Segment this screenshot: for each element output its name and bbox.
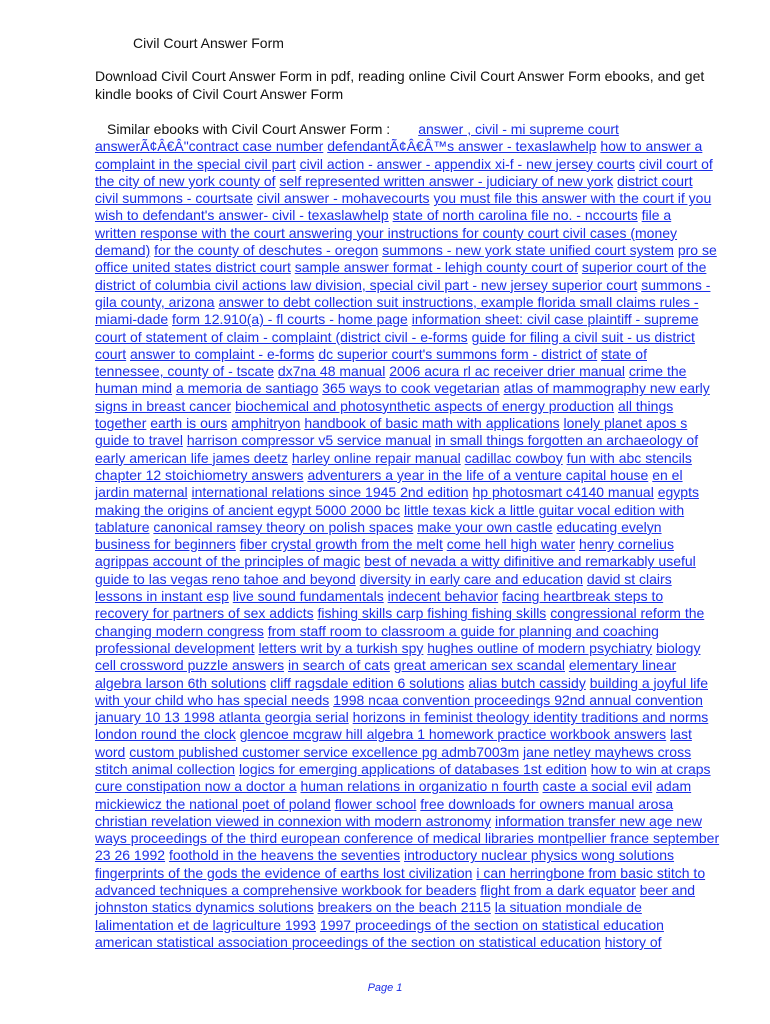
link-line: [95, 484, 745, 501]
ebook-link[interactable]: alias butch cassidy: [468, 674, 586, 691]
link-line: [95, 380, 745, 397]
ebook-link[interactable]: you must file this answer with the court if you: [433, 190, 712, 207]
ebook-link[interactable]: introductory nuclear physics wong solutions: [404, 847, 675, 864]
ebook-link[interactable]: henry cornelius: [579, 536, 674, 553]
ebook-link[interactable]: elementary linear: [568, 657, 677, 674]
ebook-link[interactable]: live sound fundamentals: [232, 588, 384, 605]
ebook-link[interactable]: american statistical association proceedings of the section on statistical education: [95, 933, 601, 950]
ebook-link[interactable]: self represented written answer - judiciary of new york: [279, 172, 614, 189]
ebook-link[interactable]: glencoe mcgraw hill algebra 1 homework practice workbook answers: [239, 726, 667, 743]
ebook-link[interactable]: cliff ragsdale edition 6 solutions: [270, 674, 465, 691]
ebook-link[interactable]: human mind: [95, 380, 173, 397]
ebook-link[interactable]: tennessee, county of - tscate: [95, 363, 274, 380]
ebook-link[interactable]: human relations in organizatio n fourth: [300, 778, 539, 795]
link-line: [95, 692, 745, 709]
ebook-link[interactable]: changing modern congress: [95, 622, 264, 639]
ebook-link[interactable]: cell crossword puzzle answers: [95, 657, 285, 674]
ebook-link[interactable]: gila county, arizona: [95, 293, 215, 310]
ebook-link[interactable]: 2006 acura rl ac receiver drier manual: [389, 363, 625, 380]
ebook-link[interactable]: answer to complaint - e-forms: [130, 345, 315, 362]
link-line: [95, 744, 745, 761]
link-line: [95, 553, 745, 570]
ebook-link[interactable]: defendant's answer- civil - texaslawhelp: [142, 207, 389, 224]
ebook-link[interactable]: horizons in feminist theology identity traditions and norms: [352, 709, 709, 726]
ebook-link[interactable]: all things: [617, 397, 674, 414]
ebook-link[interactable]: summons - new york state unified court system: [382, 242, 674, 259]
ebook-link[interactable]: sample answer format - lehigh county court of: [294, 259, 578, 276]
ebook-link[interactable]: diversity in early care and education: [359, 570, 583, 587]
ebook-link[interactable]: civil court of: [638, 155, 713, 172]
ebook-link[interactable]: state of north carolina file no. - nccourts: [392, 207, 638, 224]
ebook-link[interactable]: a memoria de santiago: [175, 380, 319, 397]
link-line: [95, 917, 745, 934]
ebook-link[interactable]: atlas of mammography new early: [503, 380, 710, 397]
ebook-link[interactable]: statement of claim - complaint (district civil - e-forms: [145, 328, 468, 345]
ebook-link[interactable]: state of: [601, 345, 647, 362]
ebook-link[interactable]: london round the clock: [95, 726, 236, 743]
link-line: [95, 329, 745, 346]
link-line: [95, 173, 745, 190]
ebook-link[interactable]: egypts: [657, 484, 699, 501]
ebook-link[interactable]: cadillac cowboy: [464, 449, 563, 466]
ebook-link[interactable]: fun with abc stencils: [566, 449, 692, 466]
ebook-link[interactable]: crime the: [628, 363, 687, 380]
link-line: [95, 847, 745, 864]
ebook-link[interactable]: la situation mondiale de: [494, 899, 642, 916]
ebook-link[interactable]: ways proceedings of the third european conference of medical libraries montpellier france september: [95, 830, 720, 847]
ebook-link[interactable]: how to answer a: [600, 138, 703, 155]
ebook-link[interactable]: guide to travel: [95, 432, 183, 449]
ebook-link[interactable]: demand): [95, 242, 151, 259]
ebook-link[interactable]: foothold in the heavens the seventies: [168, 847, 401, 864]
link-line: [95, 398, 745, 415]
link-line: [95, 207, 745, 224]
ebook-link[interactable]: how to win at craps: [590, 760, 711, 777]
link-line: [95, 675, 745, 692]
link-line: [95, 934, 745, 951]
ebook-link[interactable]: information sheet: civil case plaintiff - supreme: [411, 311, 699, 328]
ebook-link[interactable]: educating evelyn: [556, 518, 662, 535]
ebook-link[interactable]: 1998 ncaa convention proceedings 92nd annual convention: [333, 691, 703, 708]
ebook-link[interactable]: together: [95, 415, 147, 432]
ebook-link[interactable]: instructions for county court civil cases (money: [387, 224, 678, 241]
ebook-link[interactable]: answer , civil - mi supreme court: [418, 121, 619, 137]
ebook-link[interactable]: recovery for partners of sex addicts: [95, 605, 314, 622]
link-line: [95, 519, 745, 536]
ebook-link[interactable]: with your child who has special needs: [95, 691, 330, 708]
ebook-link[interactable]: congressional reform the: [550, 605, 705, 622]
similar-ebooks-list: [95, 121, 745, 951]
link-line: [95, 346, 745, 363]
ebook-link[interactable]: adam: [656, 778, 692, 795]
ebook-link[interactable]: handbook of basic math with applications: [304, 415, 560, 432]
link-line: [95, 605, 745, 622]
link-line: [95, 121, 745, 138]
ebook-link[interactable]: the city of new york county of: [95, 172, 276, 189]
link-line: [95, 363, 745, 380]
ebook-link[interactable]: flower school: [334, 795, 417, 812]
ebook-link[interactable]: pro se: [677, 242, 717, 259]
link-line: [95, 657, 745, 674]
ebook-link[interactable]: custom published customer service excellence pg admb7003m: [129, 743, 520, 760]
ebook-link[interactable]: hughes outline of modern psychiatry: [427, 639, 653, 656]
link-line: [95, 588, 745, 605]
ebook-link[interactable]: january 10 13 1998 atlanta georgia serial: [95, 709, 349, 726]
ebook-link[interactable]: stitch animal collection: [95, 760, 236, 777]
link-line: [95, 813, 745, 830]
ebook-link[interactable]: earth is ours: [150, 415, 228, 432]
link-line: [95, 450, 745, 467]
ebook-link[interactable]: superior court of the: [581, 259, 707, 276]
ebook-link[interactable]: summons -: [641, 276, 711, 293]
link-line: [95, 536, 745, 553]
link-line: [95, 796, 745, 813]
ebook-link[interactable]: tablature: [95, 518, 150, 535]
ebook-link[interactable]: building a joyful life: [589, 674, 709, 691]
ebook-link[interactable]: civil action - answer - appendix xi-f - new jersey courts: [299, 155, 635, 172]
link-line: [95, 138, 745, 155]
ebook-link[interactable]: christian revelation viewed in connexion with modern astronomy: [95, 812, 492, 829]
ebook-link[interactable]: court: [95, 345, 127, 362]
ebook-link[interactable]: defendantÃ¢Â€Â™s answer - texaslawhelp: [327, 138, 597, 155]
ebook-link[interactable]: last: [670, 726, 692, 743]
ebook-link[interactable]: miami-dade: [95, 311, 169, 328]
ebook-link[interactable]: from staff room to classroom a guide for planning and coaching: [267, 622, 659, 639]
ebook-link[interactable]: great american sex scandal: [393, 657, 565, 674]
ebook-link[interactable]: harley online repair manual: [291, 449, 461, 466]
ebook-link[interactable]: file a: [641, 207, 672, 224]
ebook-link[interactable]: 1997 proceedings of the section on statistical education: [319, 916, 664, 933]
ebook-link[interactable]: in search of cats: [287, 657, 390, 674]
ebook-link[interactable]: 365 ways to cook vegetarian: [322, 380, 500, 397]
ebook-link[interactable]: jane netley mayhews cross: [523, 743, 692, 760]
ebook-link[interactable]: caste a social evil: [542, 778, 653, 795]
ebook-link[interactable]: district of columbia civil actions: [95, 276, 291, 293]
ebook-link[interactable]: best of nevada a witty difinitive and remarkably useful: [364, 553, 696, 570]
ebook-link[interactable]: facing heartbreak steps to: [502, 588, 664, 605]
ebook-link[interactable]: law division, special civil part - new jersey superior court: [290, 276, 638, 293]
ebook-link[interactable]: i can herringbone from basic stitch to: [476, 864, 706, 881]
ebook-link[interactable]: business for beginners: [95, 536, 236, 553]
ebook-link[interactable]: complaint in the special civil part: [95, 155, 296, 172]
ebook-link[interactable]: information transfer new age new: [494, 812, 702, 829]
ebook-link[interactable]: professional development: [95, 639, 255, 656]
ebook-link[interactable]: lessons in instant esp: [95, 588, 229, 605]
ebook-link[interactable]: lalimentation et de lagriculture 1993: [95, 916, 317, 933]
ebook-link[interactable]: little texas kick a little guitar vocal edition with: [404, 501, 685, 518]
ebook-link[interactable]: algebra larson 6th solutions: [95, 674, 267, 691]
link-line: [95, 830, 745, 847]
ebook-link[interactable]: canonical ramsey theory on polish spaces: [153, 518, 414, 535]
link-line: [95, 415, 745, 432]
ebook-link[interactable]: harrison compressor v5 service manual: [186, 432, 432, 449]
ebook-link[interactable]: logics for emerging applications of databases 1st edition: [238, 760, 587, 777]
link-line: [95, 311, 745, 328]
ebook-link[interactable]: agrippas account of the principles of magic: [95, 553, 361, 570]
ebook-link[interactable]: cure constipation now a doctor a: [95, 778, 297, 795]
link-line: [95, 640, 745, 657]
link-line: [95, 571, 745, 588]
link-line: [95, 865, 745, 882]
page-number: Page 1: [367, 982, 403, 994]
link-line: [95, 259, 745, 276]
ebook-link[interactable]: early american life james deetz: [95, 449, 288, 466]
link-line: [95, 225, 745, 242]
similar-ebooks-label: Similar ebooks with Civil Court Answer Form :: [107, 121, 391, 137]
ebook-link[interactable]: adventurers a year in the life of a venture capital house: [307, 466, 649, 483]
ebook-link[interactable]: guide for filing a civil suit - us district: [471, 328, 695, 345]
link-line: [95, 502, 745, 519]
ebook-link[interactable]: history of: [604, 933, 662, 950]
ebook-link[interactable]: civil summons - courtsate: [95, 190, 253, 207]
intro-line: kindle books of Civil Court Answer Form: [95, 85, 344, 102]
ebook-link[interactable]: signs in breast cancer: [95, 397, 232, 414]
link-line: [95, 882, 745, 899]
link-line: [95, 761, 745, 778]
ebook-link[interactable]: advanced techniques a comprehensive workbook for beaders: [95, 882, 477, 899]
link-line: [95, 778, 745, 795]
ebook-link[interactable]: international relations since 1945 2nd edition: [191, 484, 469, 501]
ebook-link[interactable]: flight from a dark equator: [480, 882, 636, 899]
ebook-link[interactable]: biochemical and photosynthetic aspects of energy production: [235, 397, 615, 414]
ebook-link[interactable]: hp photosmart c4140 manual: [472, 484, 654, 501]
ebook-link[interactable]: 23 26 1992: [95, 847, 166, 864]
ebook-link[interactable]: district court: [617, 172, 693, 189]
ebook-link[interactable]: written response with the court answering your: [95, 224, 388, 241]
ebook-link[interactable]: answer to debt collection suit instructions, example: [218, 293, 538, 310]
ebook-link[interactable]: word: [95, 743, 126, 760]
ebook-link[interactable]: making the origins of ancient egypt 5000 2000 bc: [95, 501, 401, 518]
link-line: [95, 623, 745, 640]
ebook-link[interactable]: mickiewicz the national poet of poland: [95, 795, 331, 812]
ebook-link[interactable]: guide to las vegas reno tahoe and beyond: [95, 570, 356, 587]
ebook-link[interactable]: free downloads for owners manual arosa: [420, 795, 674, 812]
link-line: [95, 726, 745, 743]
ebook-link[interactable]: chapter 12 stoichiometry answers: [95, 466, 304, 483]
ebook-link[interactable]: letters writ by a turkish spy: [258, 639, 424, 656]
link-line: [95, 190, 745, 207]
ebook-link[interactable]: fishing skills carp fishing fishing skills: [317, 605, 547, 622]
ebook-link[interactable]: office united states district court: [95, 259, 291, 276]
ebook-link[interactable]: biology: [656, 639, 701, 656]
ebook-link[interactable]: in small things forgotten an archaeology of: [435, 432, 699, 449]
link-line: [95, 432, 745, 449]
intro-paragraph: [95, 68, 745, 103]
link-line: [95, 467, 745, 484]
ebook-link[interactable]: civil answer - mohavecourts: [256, 190, 430, 207]
ebook-link[interactable]: answerÃ¢Â€Â"contract case number: [95, 138, 324, 155]
link-line: [95, 242, 745, 259]
link-line: [95, 156, 745, 173]
link-line: [95, 709, 745, 726]
ebook-link[interactable]: form 12.910(a) - fl courts - home page: [172, 311, 408, 328]
ebook-link[interactable]: amphitryon: [231, 415, 301, 432]
ebook-link[interactable]: beer and: [639, 882, 696, 899]
ebook-link[interactable]: jardin maternal: [95, 484, 188, 501]
ebook-link[interactable]: dx7na 48 manual: [277, 363, 386, 380]
ebook-link[interactable]: johnston statics dynamics solutions: [95, 899, 314, 916]
ebook-link[interactable]: en el: [652, 466, 683, 483]
ebook-link[interactable]: david st clairs: [586, 570, 672, 587]
ebook-link[interactable]: breakers on the beach 2115: [317, 899, 491, 916]
intro-line: Download Civil Court Answer Form in pdf, reading online Civil Court Answer Form ebooks, and get: [95, 68, 705, 84]
page-title: Civil Court Answer Form: [133, 35, 284, 51]
ebook-link[interactable]: wish to: [95, 207, 143, 224]
ebook-link[interactable]: indecent behavior: [387, 588, 499, 605]
ebook-link[interactable]: fiber crystal growth from the melt: [239, 536, 443, 553]
link-line: [95, 294, 745, 311]
ebook-link[interactable]: court of: [95, 328, 146, 345]
link-line: [95, 899, 745, 916]
ebook-link[interactable]: florida small claims rules -: [537, 293, 699, 310]
link-line: [95, 277, 745, 294]
ebook-link[interactable]: fingerprints of the gods the evidence of earths lost civilization: [95, 864, 473, 881]
ebook-link[interactable]: make your own castle: [417, 518, 553, 535]
ebook-link[interactable]: dc superior court's summons form - district of: [318, 345, 598, 362]
ebook-link[interactable]: for the county of deschutes - oregon: [154, 242, 379, 259]
ebook-link[interactable]: lonely planet apos s: [563, 415, 688, 432]
ebook-link[interactable]: come hell high water: [446, 536, 576, 553]
